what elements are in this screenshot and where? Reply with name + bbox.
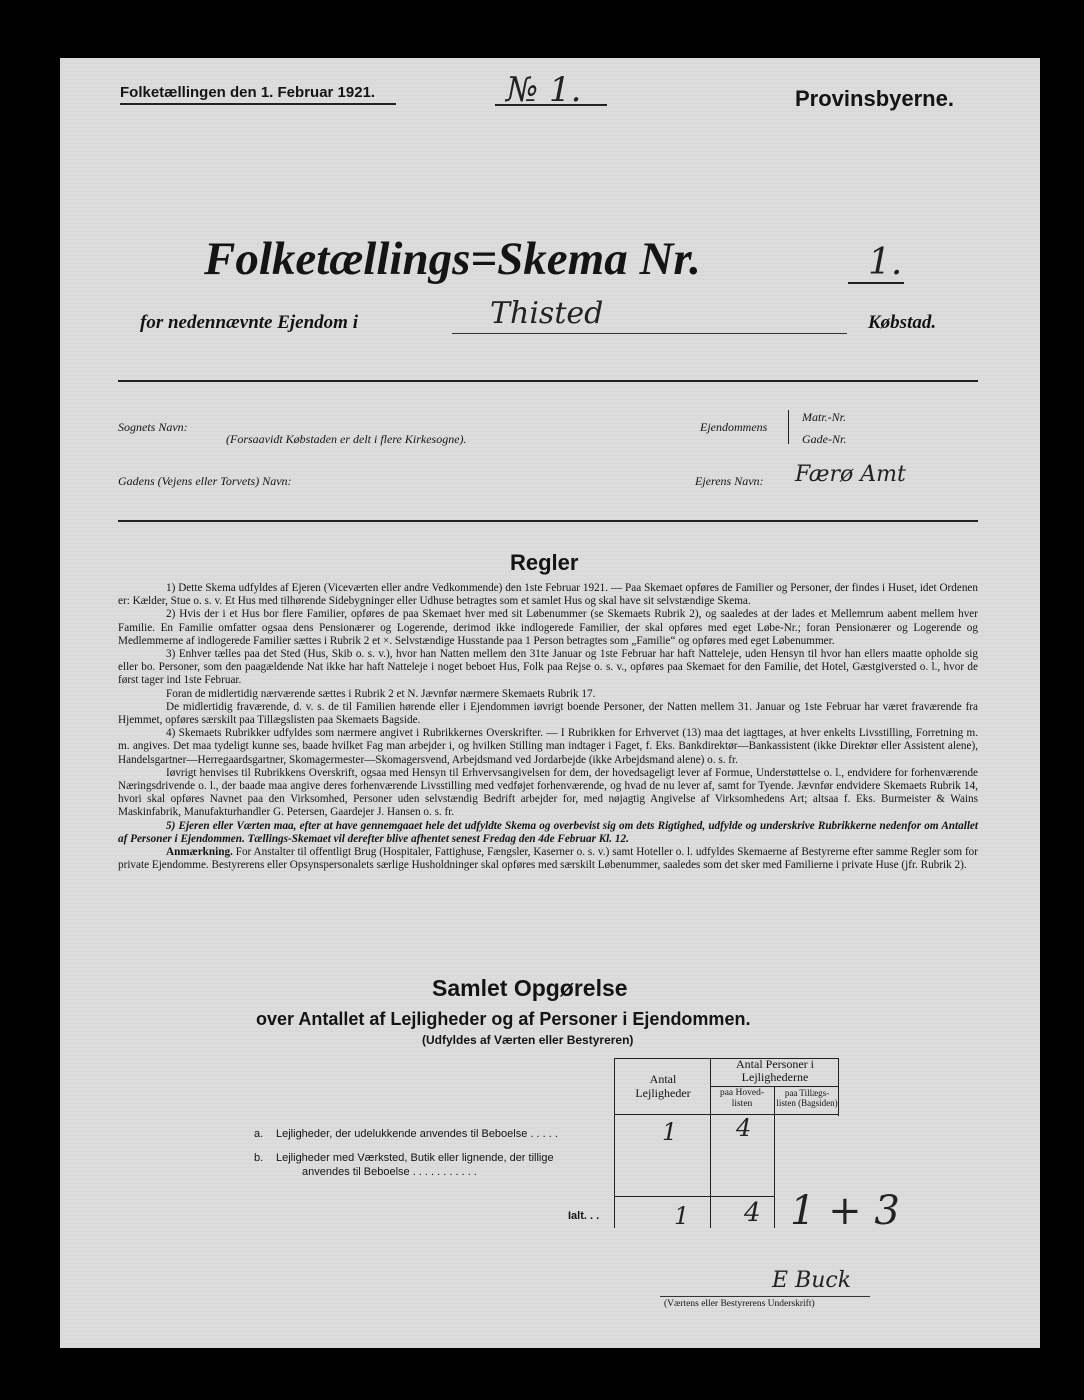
regel-5: 5) Ejeren eller Værten maa, efter at have gennemgaaet hele det udfyldte Skema og overbevist sig om dets Rigtighed, udfylde og underskrive Rubrikkerne nedenfor om Antallet af Personer i Ejendommen. Tællings-Skemaet vil derefter blive afhentet senest Fredag den 4de Februar Kl. 12. (118, 819, 978, 845)
anmaerkning (118, 846, 978, 872)
row-a-hoved-value: 4 (736, 1114, 752, 1142)
town-underline (452, 333, 847, 334)
summary-heading: Samlet Opgørelse (432, 975, 628, 1001)
col-tillaegslisten: paa Tillægs-listen (Bagsiden) (776, 1088, 838, 1108)
regel-4: 4) Skemaets Rubrikker udfyldes som nærmere angivet i Rubrikkernes Overskrifter. — I Rubrikken for Erhvervet (13) maa det iagttages, at hver enkelts Livsstilling, Forretning m. m. angives. Det maa tydeligt kunne ses, baade hvilket Fag man arbejder i, og hvilken Stilling man indtager i Faget, f. Eks. Bankdirektør—Bankassistent (ikke Direktør eller Assistent alene), Handelsgartner—Herregaardsgartner, Skomagermester—Skomagersvend, Arbejdsmand ved Jordarbejde (ikke Arbejdsmand alene) o. s. fr. (118, 727, 978, 766)
row-a-letter: a. (254, 1128, 264, 1140)
anmaerkning-text: For Anstalter til offentligt Brug (Hospitaler, Fattighuse, Fængsler, Kaserner o. s. v.) samt Hoteller o. l. udfyldes Skemaerne af Bestyrerne efter samme Regler som for private Ejendomme. Bestyrerens eller Opsynspersonalets særlige Husholdninger skal opføres med særskilt Løbenummer, saaledes som det sker med Familierne i private Huse (jfr. Rubrik 2). (118, 846, 978, 872)
ialt-label: Ialt. . . (568, 1210, 600, 1222)
fields-divider (118, 520, 978, 522)
table-line (614, 1114, 838, 1115)
census-title: Folketællingen den 1. Februar 1921. (120, 84, 376, 101)
gadens-navn-label: Gadens (Vejens eller Torvets) Navn: (118, 474, 292, 488)
table-line (614, 1196, 774, 1197)
table-line (838, 1058, 839, 1116)
sognets-navn-note: (Forsaavidt Købstaden er delt i flere Kirkesogne). (226, 432, 467, 446)
table-line (774, 1086, 775, 1228)
regel-3b: Foran de midlertidig nærværende sættes i Rubrik 2 et N. Jævnfør nærmere Skemaets Rubrik 17. (166, 687, 596, 700)
ialt-hoved-value: 4 (744, 1198, 761, 1228)
page-title: Folketællings=Skema Nr. (204, 233, 701, 285)
ialt-extra-handwritten: 1 + 3 (790, 1188, 900, 1234)
col-antal-personer: Antal Personer i Lejlighederne (736, 1057, 814, 1084)
top-divider (118, 380, 978, 382)
row-b-label-line1: Lejligheder med Værksted, Butik eller lignende, der tillige (276, 1152, 554, 1164)
signature-handwritten: E Buck (772, 1268, 852, 1293)
regler-heading: Regler (510, 550, 579, 575)
town-name-handwritten: Thisted (490, 296, 604, 331)
signature-caption: (Værtens eller Bestyrerens Underskrift) (664, 1299, 815, 1309)
anmaerkning-label: Anmærkning. (166, 846, 233, 859)
form-number-underline (495, 104, 607, 106)
regel-3c: De midlertidig fraværende, d. v. s. de til Familien hørende eller i Ejendommen iøvrigt boende Personer, der Natten mellem 31. Januar og 1ste Februar har været fraværende fra Hjemmet, opføres særskilt paa Tillægslisten paa Skemaets Bagside. (118, 700, 978, 727)
subtitle-prefix: for nedennævnte Ejendom i (140, 312, 358, 333)
summary-subheading: over Antallet af Lejligheder og af Personer i Ejendommen. (256, 1009, 751, 1029)
col-hovedlisten: paa Hoved-listen (719, 1088, 765, 1109)
regel-1: 1) Dette Skema udfyldes af Ejeren (Viceværten eller andre Vedkommende) den 1ste Februar 1921. — Paa Skemaet opføres de Familier og Personer, der findes i Huset, idet Ordenen er: Kælder, Stue o. s. v. Et Hus med tilhørende Sidebygninger eller Udhuse betragtes som et samlet Hus og skal have sit selvstændige Skema. (118, 582, 978, 608)
form-number-handwritten: № 1. (506, 70, 582, 110)
matr-nr-label: Matr.-Nr. (802, 410, 847, 424)
ejerens-navn-label: Ejerens Navn: (695, 474, 764, 488)
row-a-lejligheder-value: 1 (662, 1118, 678, 1146)
regel-2: 2) Hvis der i et Hus bor flere Familier, opføres de paa Skemaet hver med sit Løbenummer (se Skemaets Rubrik 2), og saaledes at der lades et Mellemrum aabent mellem hver Familie. En Familie omfatter ogsaa dens Pensionærer og Logerende, derimod ikke indlogerede Familier, der skal opføres med eget Løbe-Nr.; foran Pensionærer og Logerende og Medlemmerne af indlogerede Familier sættes i Rubrik 2 et ×. Selvstændige Husstande paa 1 Person betragtes som „Familie“ og opføres med eget Løbenummer. (118, 608, 978, 647)
title-number-handwritten: 1. (868, 242, 903, 283)
census-title-underline (120, 103, 396, 105)
signature-line (660, 1296, 870, 1297)
ejendommens-label: Ejendommens (700, 420, 768, 434)
regel-4b: Iøvrigt henvises til Rubrikkens Overskrift, ogsaa med Hensyn til Erhvervsangivelsen for dem, der hovedsageligt lever af Formue, Understøttelse o. l., endvidere for forhenværende Næringsdrivende o. l., der baade maa angive deres forhenværende Livsstilling med vedføjet forhenværende, og hvad de nu lever af, samt for Tyende. Jævnfør endvidere Skemaets Rubrik 14, hvori skal opføres Navnet paa den Virksomhed, Personer uden selvstændig Bedrift arbejder for, med nøjagtig Angivelse af Virksomhedens Art; altsaa f. Eks. Burmeister & Wains Maskinfabrik, Manufakturhandler G. Petersen, Gaardejer J. Hansen o. s. fr. (118, 766, 978, 819)
subtitle-suffix: Købstad. (868, 312, 937, 333)
ialt-lejligheder-value: 1 (674, 1202, 690, 1230)
regel-3: 3) Enhver tælles paa det Sted (Hus, Skib o. s. v.), hvor han Natten mellem den 31te Januar og 1ste Februar har haft Natteleje, uden Hensyn til hvor han ellers maatte opholde sig eller bo. Personer, som den paagældende Nat ikke har haft Natteleje i noget beboet Hus, Folk paa Rejse o. s. v., opføres paa Skemaet for den Familie, det Hotel, Gæstgiversted o. l., hvor de først tager ind 1ste Februar. (118, 648, 978, 687)
row-a-label: Lejligheder, der udelukkende anvendes til Beboelse . . . . . (276, 1128, 558, 1140)
title-number-underline (848, 282, 904, 284)
ejendommens-brace (788, 410, 793, 444)
table-line (710, 1058, 711, 1228)
table-line (710, 1086, 838, 1087)
row-b-letter: b. (254, 1152, 264, 1164)
sognets-navn-label: Sognets Navn: (118, 420, 188, 434)
regler-text (118, 582, 978, 872)
col-antal-lejligheder: Antal Lejligheder (635, 1072, 691, 1100)
gade-nr-label: Gade-Nr. (802, 432, 847, 446)
ejerens-navn-value: Færø Amt (795, 462, 906, 487)
row-b-label-line2: anvendes til Beboelse . . . . . . . . . . . (302, 1166, 477, 1178)
table-line (614, 1058, 615, 1228)
region-label: Provinsbyerne. (795, 86, 954, 111)
summary-note: (Udfyldes af Værten eller Bestyreren) (422, 1033, 634, 1047)
